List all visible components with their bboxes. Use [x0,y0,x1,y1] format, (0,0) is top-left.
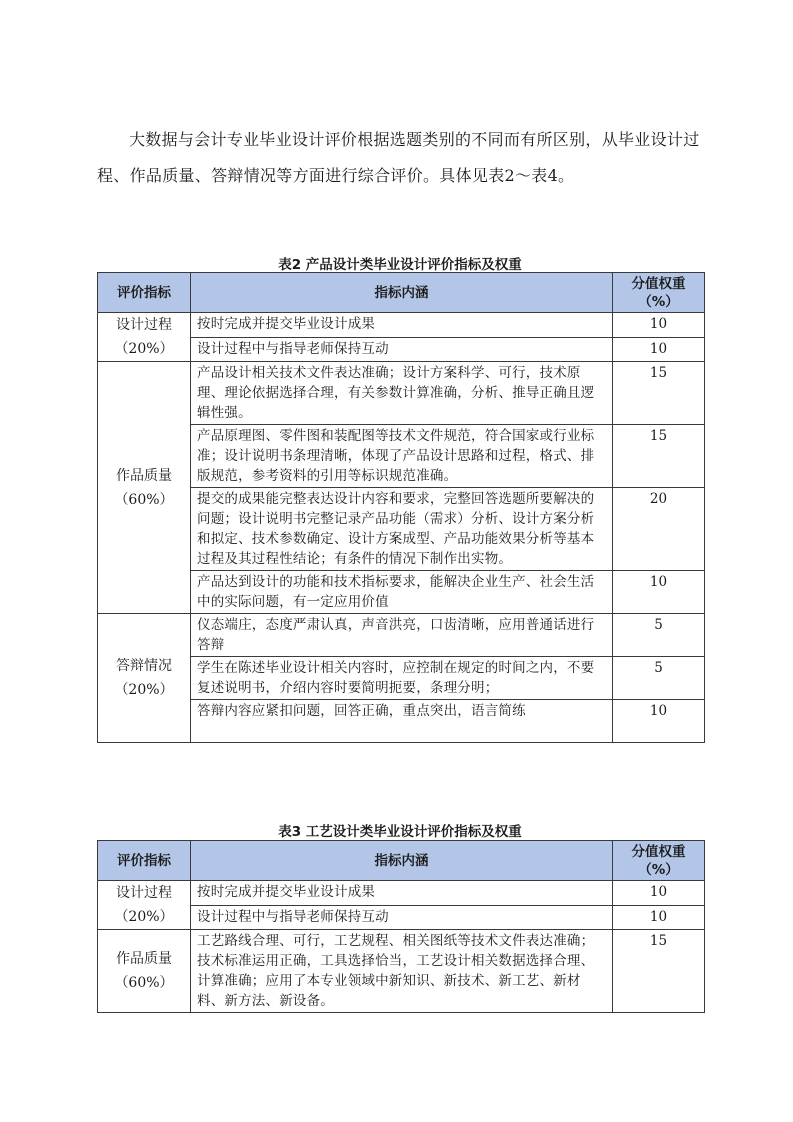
table-row [98,881,705,906]
content-cell: 按时完成并提交毕业设计成果 [191,881,613,906]
header-indicator: 评价指标 [98,273,191,313]
weight-cell: 15 [613,425,705,488]
header-weight-label: 分值权重 [631,843,686,860]
table2-caption: 表2 产品设计类毕业设计评价指标及权重 [278,257,522,273]
weight-cell: 10 [613,337,705,362]
weight-cell: 5 [613,657,705,700]
table3-header-row [98,841,705,881]
intro-paragraph: 大数据与会计专业毕业设计评价根据选题类别的不同而有所区别，从毕业设计过程、作品质量、答辩情况等方面进行综合评价。具体见表2～表4。 [97,130,700,185]
table3-caption: 表3 工艺设计类毕业设计评价指标及权重 [278,824,522,840]
table2-header-row [98,273,705,313]
content-cell: 产品设计相关技术文件表达准确；设计方案科学、可行，技术原理、理论依据选择合理，有关参数计算准确，分析、推导正确且逻辑性强。 [191,362,613,425]
weight-cell: 5 [613,614,705,657]
category-name: 答辩情况 [116,658,172,674]
header-weight [613,273,705,313]
category-name: 设计过程 [116,885,172,901]
weight-cell: 15 [613,362,705,425]
weight-cell: 20 [613,488,705,571]
category-name: 设计过程 [116,317,172,333]
table-row [98,362,705,425]
header-weight-unit: （%） [638,293,679,310]
table-row [98,614,705,657]
content-cell: 学生在陈述毕业设计相关内容时，应控制在规定的时间之内，不要复述说明书，介绍内容时要简明扼要，条理分明； [191,657,613,700]
weight-cell: 10 [613,700,705,743]
category-cell [98,614,191,743]
category-name: 作品质量 [116,951,172,967]
table-row [98,313,705,338]
header-content: 指标内涵 [191,273,613,313]
table-row [98,930,705,1013]
weight-cell: 10 [613,881,705,906]
weight-cell: 10 [613,571,705,614]
category-cell [98,881,191,930]
category-cell [98,362,191,614]
weight-cell: 10 [613,313,705,338]
header-content: 指标内涵 [191,841,613,881]
category-weight: （60%） [114,975,174,991]
category-cell [98,930,191,1013]
content-cell: 提交的成果能完整表达设计内容和要求，完整回答选题所要解决的问题；设计说明书完整记录产品功能（需求）分析、设计方案分析和拟定、技术参数确定、设计方案成型、产品功能效果分析等基本过程及其过程性结论；有条件的情况下制作出实物。 [191,488,613,571]
content-cell: 工艺路线合理、可行，工艺规程、相关图纸等技术文件表达准确；技术标准运用正确，工具选择恰当，工艺设计相关数据选择合理、计算准确；应用了本专业领域中新知识、新技术、新工艺、新材料、新方法、新设备。 [191,930,613,1013]
header-weight-label: 分值权重 [631,275,686,292]
table2 [97,272,705,743]
content-cell: 仪态端庄，态度严肃认真，声音洪亮，口齿清晰，应用普通话进行答辩 [191,614,613,657]
content-cell: 答辩内容应紧扣问题，回答正确，重点突出，语言简练 [191,700,613,743]
category-weight: （20%） [114,909,174,925]
weight-cell: 10 [613,905,705,930]
header-weight-unit: （%） [638,861,679,878]
content-cell: 产品原理图、零件图和装配图等技术文件规范，符合国家或行业标准；设计说明书条理清晰，体现了产品设计思路和过程，格式、排版规范，参考资料的引用等标识规范准确。 [191,425,613,488]
category-weight: （60%） [114,491,174,508]
content-cell: 设计过程中与指导老师保持互动 [191,905,613,930]
category-weight: （20%） [114,341,174,357]
header-weight [613,841,705,881]
category-weight: （20%） [114,682,174,698]
weight-cell: 15 [613,930,705,1013]
content-cell: 设计过程中与指导老师保持互动 [191,337,613,362]
category-cell [98,313,191,362]
content-cell: 产品达到设计的功能和技术指标要求，能解决企业生产、社会生活中的实际问题，有一定应用价值 [191,571,613,614]
content-cell: 按时完成并提交毕业设计成果 [191,313,613,338]
category-name: 作品质量 [116,467,172,484]
table3 [97,840,705,1013]
header-indicator: 评价指标 [98,841,191,881]
